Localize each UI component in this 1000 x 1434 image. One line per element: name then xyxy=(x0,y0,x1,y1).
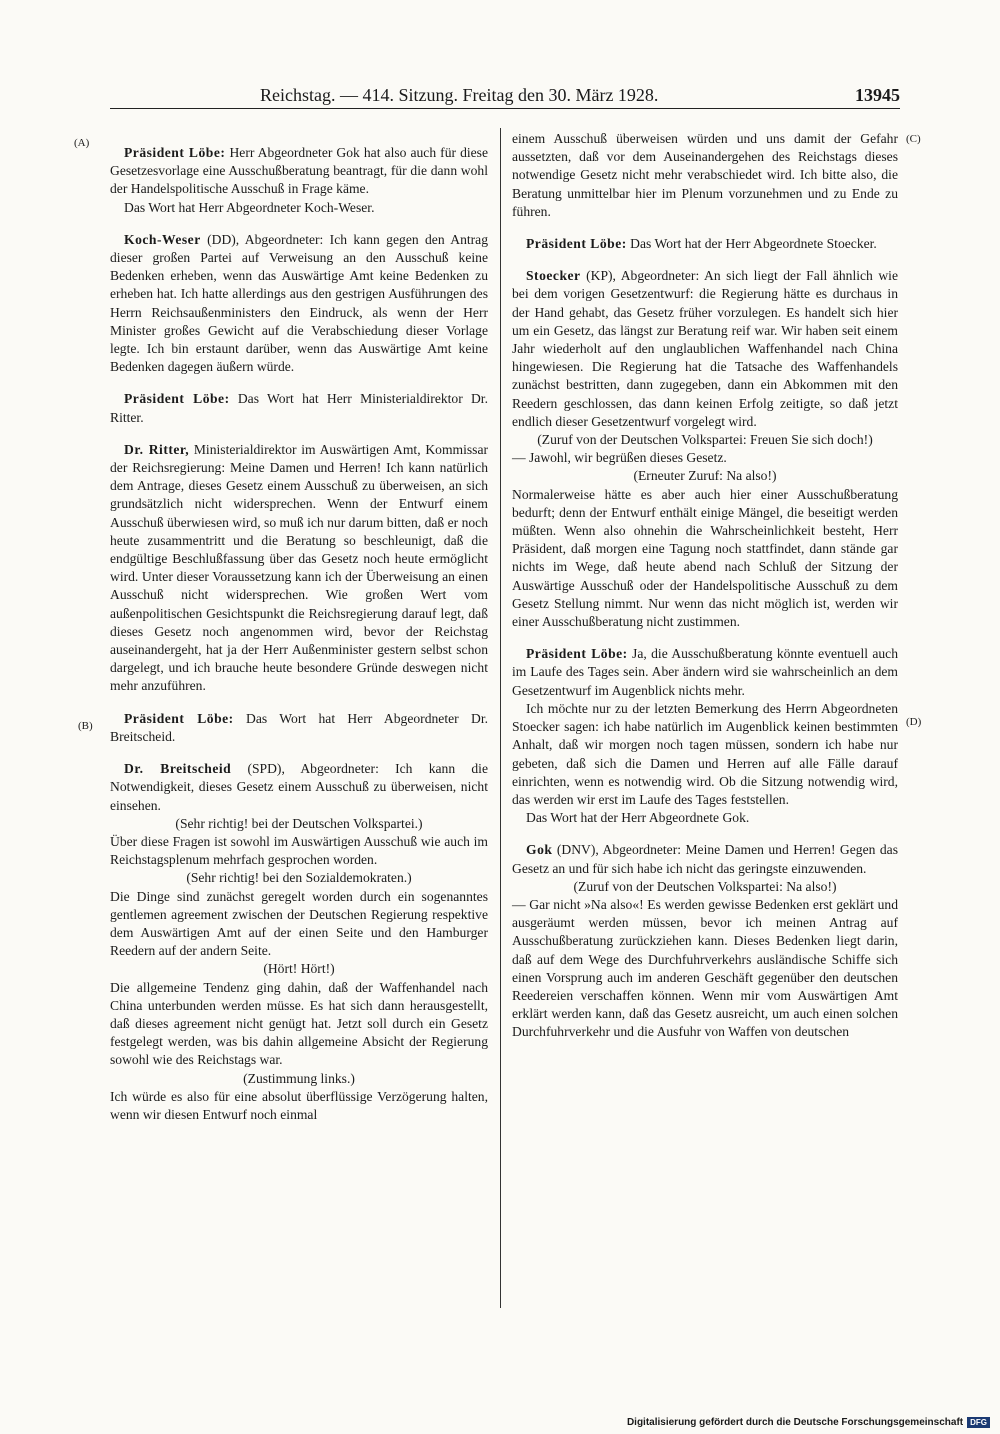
interjection: (Zuruf von der Deutschen Volkspartei: Na also!) xyxy=(573,878,837,894)
paragraph: Die allgemeine Tendenz ging dahin, daß der Waffenhandel nach China unterbunden werden müsse. Es hat sich dann herausgestellt, daß dieses agreement nicht genügt hat. Jetzt soll durch ein Gesetz festgelegt werden, was bis dahin allgemeine Absicht der Regierung sowohl wie des Reichstags war. xyxy=(110,979,488,1068)
page-number: 13945 xyxy=(855,85,900,105)
speaker-name: Gok xyxy=(526,842,553,858)
footer-text: Digitalisierung gefördert durch die Deutsche Forschungsgemeinschaft xyxy=(626,1417,964,1428)
speech-paragraph xyxy=(110,390,488,426)
speech-paragraph xyxy=(512,645,898,700)
header-title: Reichstag. — 414. Sitzung. Freitag den 30. März 1928. xyxy=(260,85,659,105)
speech-text: Das Wort hat Herr Ministerialdirektor Dr. Ritter. xyxy=(110,391,488,425)
speaker-name: Stoecker xyxy=(526,268,581,284)
speaker-name: Präsident Löbe: xyxy=(124,145,226,160)
speech-text: Ministerialdirektor im Auswärtigen Amt, Kommissar der Reichsregierung: Meine Damen und Herren! Ich kann natürlich dem Antrage, dieses Gesetz einem Ausschuß zu überweisen, an sich grundsätzlich nicht widersprechen. Wenn der Entwurf einem Ausschuß überwiesen wird, so muß ich nur darum bitten, daß er noch heute zusammentritt und die Beratung so beschleunigt, daß die endgültige Beschlußfassung über das Gesetz noch heute ermöglicht wird. Unter dieser Voraussetzung kann ich der Überweisung an einen Ausschuß nicht widersprechen. Wie großen Wert vom außenpolitischen Gesichtspunkt die Reichsregierung darauf legt, daß dieses Gesetz noch angenommen wird, bevor der Reichstag auseinandergeht, hat ja der Herr Außenminister gestern selbst schon dargelegt, und ich brauche heute besondere Gründe deswegen nicht mehr anzuführen. xyxy=(110,441,489,694)
margin-marker-d: (D) xyxy=(906,716,922,728)
speech-text: (DNV), Abgeordneter: Meine Damen und Herren! Gegen das Gesetz an und für sich habe ich nicht das geringste einzuwenden. xyxy=(512,842,898,876)
interjection: (Erneuter Zuruf: Na also!) xyxy=(633,468,777,484)
paragraph: Ich würde es also für eine absolut überflüssige Verzögerung halten, wenn wir diesen Entwurf noch einmal xyxy=(110,1088,488,1122)
paragraph: einem Ausschuß überweisen würden und uns damit der Gefahr aussetzten, daß vor dem Auseinandergehen des Reichstags dieses notwendige Gesetz nicht mehr verabschiedet wird. Ich bitte also, die Beratung unmittelbar hier im Plenum vorzunehmen und zu Ende zu führen. xyxy=(512,131,898,219)
paragraph: — Gar nicht »Na also«! Es werden gewisse Bedenken erst geklärt und ausgeräumt werden müssen, bevor ich meinen Antrag auf Ausschußberatung zurückziehen kann. Dieses Bedenken liegt darin, daß auf dem Wege des Durchfuhrverkehrs ausländische Schiffe sich einen Vorsprung auch im anderen Geschäft gegenüber den deutschen Reedereien verschaffen können. Wenn mir vom Auswärtigen Amt erklärt werden kann, daß das Gesetz ausreicht, um auch einen solchen Durchfuhrverkehr und die Ausfuhr von Waffen von deutschen xyxy=(512,896,898,1040)
speech-paragraph xyxy=(110,710,488,746)
margin-marker-a: (A) xyxy=(74,137,90,149)
right-column xyxy=(512,130,898,1042)
interjection: (Sehr richtig! bei der Deutschen Volkspartei.) xyxy=(175,815,423,831)
speech-text: Ja, die Ausschußberatung könnte eventuell auch im Laufe des Tages sein. Aber ändern wird sie wahrscheinlich an dem Gesetzentwurf im Augenblick nichts mehr. xyxy=(512,646,898,698)
paragraph: Normalerweise hätte es aber auch hier einer Ausschußberatung bedurft; denn der Entwurf enthält einige Mängel, die beseitigt werden müßten. Wenn also ohnehin die Wahrscheinlichkeit besteht, Herr Präsident, daß morgen eine Tagung noch stattfindet, dann stände gar nichts im Wege, daß heute abend nach Schluß der Sitzung der Auswärtige Ausschuß oder der Handelspolitische Ausschuß zu dem Gesetz Stellung nimmt. Nur wenn das nicht möglich ist, werden wir einer Ausschußberatung nicht zustimmen. xyxy=(512,486,898,630)
speaker-name: Dr. Ritter, xyxy=(124,441,190,457)
speech-text: (SPD), Abgeordneter: Ich kann die Notwendigkeit, dieses Gesetz einem Ausschuß zu überweisen, nicht einsehen. xyxy=(110,761,488,813)
paragraph: Ich möchte nur zu der letzten Bemerkung des Herrn Abgeordneten Stoecker sagen: ich habe natürlich im Augenblick keinen bestimmten Anhalt, daß wir morgen noch tagen müssen, sondern ich habe nur gebeten, daß sich die Damen und Herren auf alle Fälle darauf einrichten, wenn es notwendig wird. Ob die Sitzung notwendig wird, das werden wir erst im Laufe des Tages feststellen. xyxy=(512,700,898,807)
speaker-name: Präsident Löbe: xyxy=(526,646,628,662)
interjection: (Hört! Hört!) xyxy=(263,961,335,977)
speech-paragraph xyxy=(110,441,488,696)
paragraph: Das Wort hat Herr Abgeordneter Koch-Weser. xyxy=(124,199,375,215)
speech-paragraph xyxy=(512,235,898,253)
speech-text: Das Wort hat der Herr Abgeordnete Stoecker. xyxy=(626,236,877,252)
speech-paragraph xyxy=(110,144,488,199)
left-column xyxy=(110,130,488,1124)
page-footer xyxy=(627,1417,990,1428)
speaker-name: Präsident Löbe: xyxy=(124,710,234,726)
speech-text: Das Wort hat Herr Abgeordneter Dr. Breitscheid. xyxy=(110,710,488,744)
speech-paragraph xyxy=(512,841,898,877)
speaker-name: Präsident Löbe: xyxy=(526,236,627,252)
speech-text: (DD), Abgeordneter: Ich kann gegen den Antrag dieser großen Partei auf Verweisung an den Ausschuß keine Bedenken erheben, wenn das Auswärtige Amt keine Bedenken zu erheben hat. Ich hatte allerdings aus den gestrigen Ausführungen des Herrn Reichsaußenministers den Eindruck, als wenn der Herr Minister großes Gewicht auf die Verabschiedung dieser Vorlage legte. Ich bin erstaunt darüber, wenn das Auswärtige Amt keine Bedenken dagegen äußern würde. xyxy=(110,231,488,375)
dfg-logo: DFG xyxy=(967,1417,990,1428)
speech-paragraph xyxy=(110,231,488,377)
paragraph: Über diese Fragen ist sowohl im Auswärtigen Ausschuß wie auch im Reichstagsplenum mehrfach gesprochen worden. xyxy=(110,833,488,868)
page-header xyxy=(110,84,900,109)
interjection: (Zustimmung links.) xyxy=(243,1070,355,1086)
paragraph: Die Dinge sind zunächst geregelt worden durch ein sogenanntes gentlemen agreement zwischen der Deutschen Regierung respektive dem Auswärtigen Amt auf der einen Seite und den Hamburger Reedern auf der andern Seite. xyxy=(110,888,488,959)
speaker-name: Koch-Weser xyxy=(124,231,201,247)
interjection: (Zuruf von der Deutschen Volkspartei: Freuen Sie sich doch!) xyxy=(537,432,873,448)
speech-text: Herr Abgeordneter Gok hat also auch für diese Gesetzesvorlage eine Ausschußberatung beantragt, für die dann wohl der Handelspolitische Ausschuß in Frage käme. xyxy=(110,145,489,197)
margin-marker-b: (B) xyxy=(78,720,93,732)
speaker-name: Präsident Löbe: xyxy=(124,391,230,407)
speaker-name: Dr. Breitscheid xyxy=(124,761,232,777)
interjection: (Sehr richtig! bei den Sozialdemokraten.) xyxy=(186,870,412,886)
paragraph: Das Wort hat der Herr Abgeordnete Gok. xyxy=(526,810,750,826)
speech-paragraph xyxy=(512,267,898,431)
speech-text: (KP), Abgeordneter: An sich liegt der Fall ähnlich wie bei dem vorigen Gesetzentwurf: die Regierung hätte es durchaus in der Hand gehabt, das Gesetz früher vorzulegen. Es handelt sich hier um ein Gesetz, das längst zur Beratung reif war. Wir haben seit einem Jahr wiederholt auf den unglaublichen Waffenhandel nach China hingewiesen. Die Regierung hat die Tatsache des Waffenhandels zunächst bestritten, dann zugegeben, dann ein Abkommen mit den Reedern geschlossen, das dann keinen Erfolg zeitigte, so daß jetzt endlich dieser Gesetzentwurf vorgelegt wird. xyxy=(512,268,898,429)
margin-marker-c: (C) xyxy=(906,133,921,145)
speech-paragraph xyxy=(110,760,488,815)
column-divider xyxy=(500,128,501,1308)
paragraph: — Jawohl, wir begrüßen dieses Gesetz. xyxy=(512,450,727,466)
